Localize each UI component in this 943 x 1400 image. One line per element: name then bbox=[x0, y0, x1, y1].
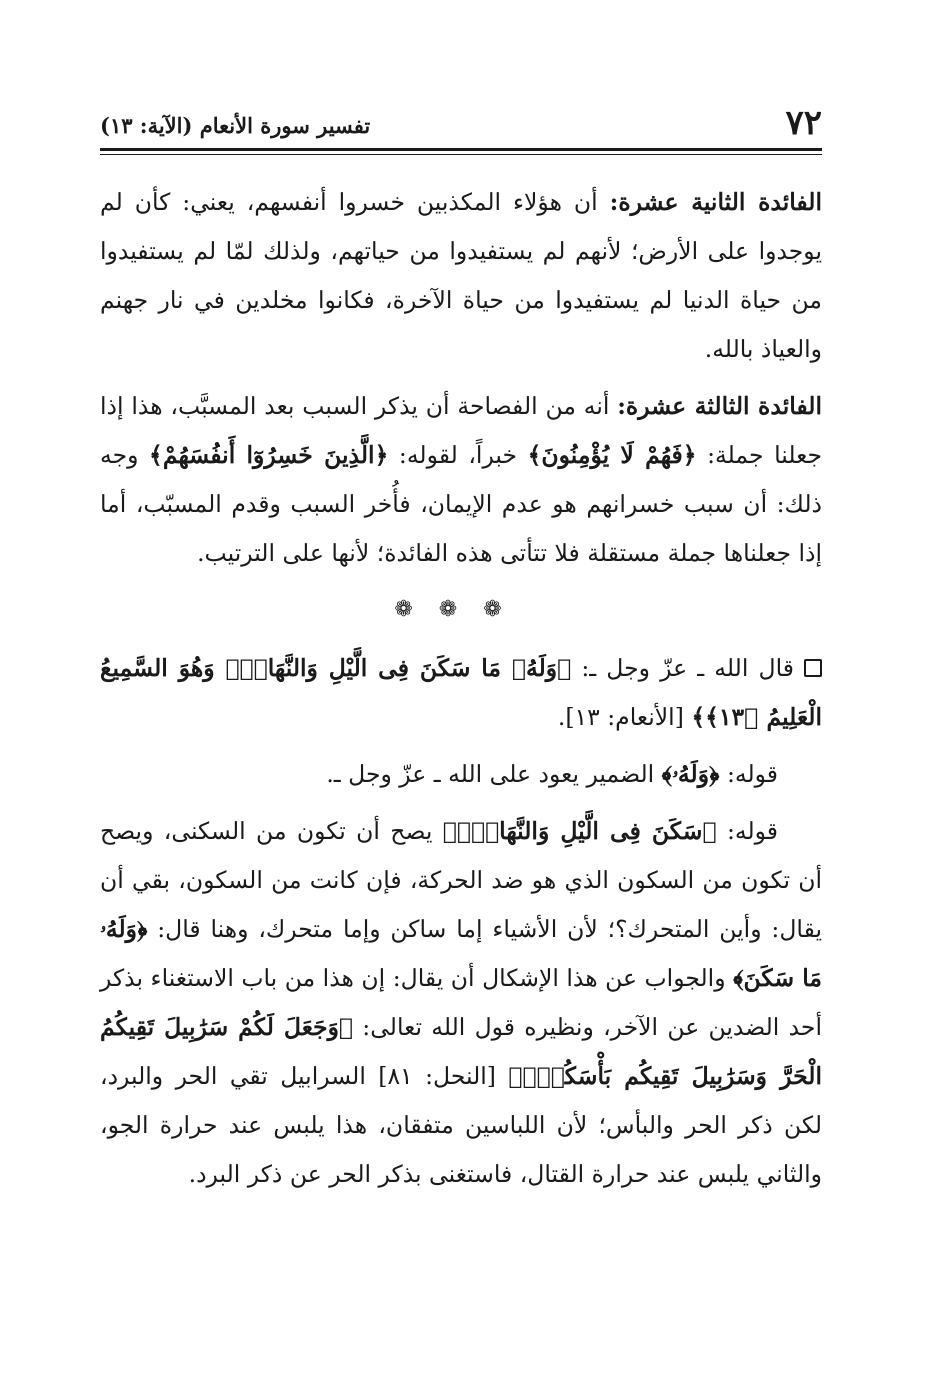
quote-close-bracket: ﴾ bbox=[149, 441, 163, 469]
quote-close-bracket: ﴾ bbox=[691, 703, 706, 731]
section-separator bbox=[100, 590, 822, 630]
quote-close-bracket: ﴾ bbox=[508, 1062, 523, 1090]
benefit-13-text-2: خبراً، لقوله: bbox=[388, 441, 528, 469]
para4-text-2: يصح أن تكون من السكنى، ويصح أن تكون من السكون الذي هو ضد الحركة، فإن كانت من السكون، بقي أن يقال: وأين المتحرك؟؛ لأن الأشياء إما ساكن وإما متحرك، وهنا قال: bbox=[100, 817, 822, 943]
quote-close-bracket: ﴾ bbox=[661, 760, 673, 788]
paragraph-benefit-13 bbox=[100, 382, 822, 578]
header-rule-thick bbox=[100, 148, 822, 151]
paragraph-sakana bbox=[100, 807, 822, 1199]
verse-intro: قال الله ـ عزّ وجل ـ: bbox=[571, 654, 794, 682]
quran-quote-text: وَجَعَلَ لَكُمْ سَرَٰبِيلَ تَقِيكُمُ الْحَرَّ وَسَرَٰبِيلَ تَقِيكُم بَأْسَكُمْۚ bbox=[100, 1013, 822, 1090]
para4-text-3: والجواب عن هذا الإشكال أن يقال: إن هذا من باب الاستغناء بذكر أحد الضدين عن الآخر، ونظيره قول الله تعالى: bbox=[100, 964, 822, 1041]
quote-open-bracket: ﴿ bbox=[709, 760, 720, 788]
quran-quote-text: سَكَنَ فِى الَّيْلِ وَالنَّهَارِۚ bbox=[456, 817, 703, 845]
quote-close-bracket: ﴾ bbox=[733, 964, 744, 992]
flower-ornament-icon: ❁ bbox=[394, 597, 439, 622]
paragraph-benefit-12 bbox=[100, 178, 822, 374]
quran-quote bbox=[662, 760, 720, 788]
running-title: تفسير سورة الأنعام (الآية: ١٣) bbox=[100, 113, 371, 138]
para3-text-2: الضمير يعود على الله ـ عزّ وجل ـ. bbox=[326, 760, 662, 788]
benefit-13-heading: الفائدة الثالثة عشرة: bbox=[617, 392, 822, 420]
benefit-13-text-1: أنه من الفصاحة أن يذكر السبب بعد المسبَّب، هذا إذا جعلنا جملة: bbox=[100, 392, 823, 469]
page-header bbox=[100, 94, 822, 144]
quote-open-bracket: ﴿ bbox=[682, 441, 697, 469]
quran-quote bbox=[443, 817, 717, 845]
para4-text-4: [النحل: ٨١] السرابيل تقي الحر والبرد، لكن ذكر الحر والبأس؛ لأن اللباسين متفقان، هذا يلبس عند حرارة الجو، والثاني يلبس عند حرارة القتال، فاستغنى بذكر الحر عن ذكر البرد. bbox=[100, 1062, 822, 1188]
quote-open-bracket: ﴿ bbox=[338, 1013, 354, 1041]
quran-quote-text: الَّذِينَ خَسِرُوٓا أَنفُسَهُمْ bbox=[162, 441, 375, 469]
quote-open-bracket: ﴿ bbox=[374, 441, 389, 469]
benefit-13-text-3: وجه ذلك: أن سبب خسرانهم هو عدم الإيمان، فأُخر السبب وقدم المسبّب، أما إذا جعلناها جملة مستقلة فلا تتأتى هذه الفائدة؛ لأنها على الترتيب. bbox=[100, 441, 822, 567]
quote-open-bracket: ﴿ bbox=[702, 817, 717, 845]
flower-ornament-icon: ❁ bbox=[438, 597, 484, 622]
quote-open-bracket: ﴿ bbox=[136, 915, 148, 943]
page-body bbox=[100, 178, 822, 1199]
para4-text-1: قوله: bbox=[716, 817, 779, 845]
benefit-12-heading: الفائدة الثانية عشرة: bbox=[609, 188, 822, 216]
ayah-number-mark: ﴿١٣﴾ bbox=[705, 703, 759, 731]
quran-quote-text: فَهُمْ لَا يُؤْمِنُونَ bbox=[541, 441, 683, 469]
square-bullet-icon bbox=[804, 659, 822, 677]
quote-close-bracket: ﴾ bbox=[442, 817, 457, 845]
para3-text-1: قوله: bbox=[719, 760, 778, 788]
quran-quote-text: وَلَهُۥ bbox=[672, 760, 710, 788]
page-number: ٧٢ bbox=[785, 103, 822, 143]
quran-quote bbox=[528, 441, 697, 469]
benefit-12-text: أن هؤلاء المكذبين خسروا أنفسهم، يعني: كأن لم يوجدوا على الأرض؛ لأنهم لم يستفيدوا من حياتهم، ولذلك لمّا لم يستفيدوا من حياة الدنيا لم يستفيدوا من حياة الآخرة، فكانوا مخلدين في نار جهنم والعياذ بالله. bbox=[100, 188, 822, 363]
quran-verse-text: وَلَهُۥ مَا سَكَنَ فِى الَّيْلِ وَالنَّهَارِۚ وَهُوَ السَّمِيعُ الْعَلِيمُ bbox=[100, 654, 822, 731]
paragraph-wa-lahu bbox=[100, 750, 822, 799]
quote-close-bracket: ﴾ bbox=[527, 441, 542, 469]
quran-quote-text: وَلَهُۥ مَا سَكَنَ bbox=[100, 915, 822, 992]
header-rule-thin bbox=[100, 154, 822, 155]
flower-ornament-icon: ❁ bbox=[483, 597, 528, 622]
verse-reference: [الأنعام: ١٣]. bbox=[557, 703, 692, 731]
quote-open-bracket: ﴿ bbox=[557, 654, 572, 682]
quran-quote bbox=[149, 441, 388, 469]
verse-paragraph bbox=[100, 644, 822, 742]
